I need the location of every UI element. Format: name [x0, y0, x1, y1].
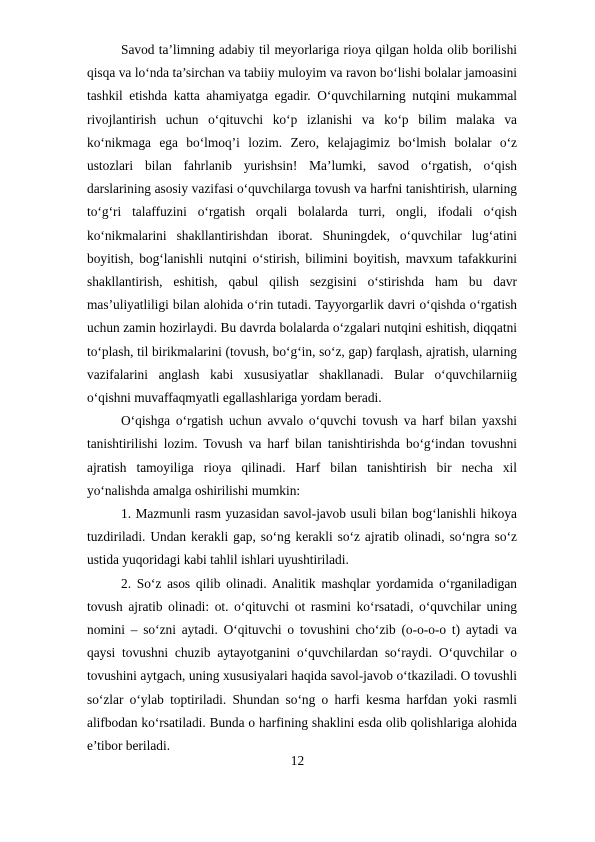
page-number: 12: [290, 753, 305, 768]
body-text: [87, 38, 517, 757]
paragraph-method-1: 1. Mazmunli rasm yuzasidan savol-javob usuli bilan bog‘lanishli hikoya tuzdiriladi. Undan kerakli gap, so‘ng kerakli so‘z ajratib olinadi, so‘ngra so‘z ustida yuqoridagi kabi tahlil ishlari uyushtiriladi.: [87, 506, 517, 568]
paragraph-intro: Savod ta’limning adabiy til meyorlariga rioya qilgan holda olib borilishi qisqa va lo‘nda ta’sirchan va tabiiy muloyim va ravon bo‘lishi bolalar jamoasini tashkil etishda katta ahamiyatga egadir. O‘quvchilarning nutqini mukammal rivojlantirish uchun o‘qituvchi ko‘p izlanishi va ko‘p bilim malaka va ko‘nikmaga ega bo‘lmoq’i lozim. Zero, kelajagimiz bo‘lmish bolalar o‘z ustozlari bilan fahrlanib yurishsin! Ma’lumki, savod o‘rgatish, o‘qish darslarining asosiy vazifasi o‘quvchilarga tovush va harfni tanishtirish, ularning to‘g‘ri talaffuzini o‘rgatish orqali bolalarda turri, ongli, ifodali o‘qish ko‘nikmalarini shakllantirishdan iborat. Shuningdek, o‘quvchilar lug‘atini boyitish, bog‘lanishli nutqini o‘stirish, bilimini boyitish, mavxum tafakkurini shakllantirish, eshitish, qabul qilish sezgisini o‘stirishda ham bu davr mas’uliyatliligi bilan alohida o‘rin tutadi. Tayyorgarlik davri o‘qishda o‘rgatish uchun zamin hozirlaydi. Bu davrda bolalarda o‘zgalari nutqini eshitish, diqqatni to‘plash, til birikmalarini (tovush, bo‘g‘in, so‘z, gap) farqlash, ajratish, ularning vazifalarini anglash kabi xususiyatlar shakllanadi. Bular o‘quvchilarniig o‘qishni muvaffaqmyatli egallashlariga yordam beradi.: [87, 42, 517, 406]
paragraph-letter-introduction: O‘qishga o‘rgatish uchun avvalo o‘quvchi tovush va harf bilan yaxshi tanishtirilishi lozim. Tovush va harf bilan tanishtirishda bo‘g‘indan tovushni ajratish tamoyiliga rioya qilinadi. Harf bilan tanishtirish bir necha xil yo‘nalishda amalga oshirilishi mumkin:: [87, 413, 517, 498]
paragraph-method-2: 2. So‘z asos qilib olinadi. Analitik mashqlar yordamida o‘rganiladigan tovush ajratib olinadi: ot. o‘qituvchi ot rasmini ko‘rsatadi, o‘quvchilar uning nomini – so‘zni aytadi. O‘qituvchi o tovushini cho‘zib (o-o-o-o t) aytadi va qaysi tovushni chuzib aytayotganini o‘quvchilardan so‘raydi. O‘quvchilar o tovushini aytgach, uning xususiyalari haqida savol-javob o‘tkaziladi. O tovushli so‘zlar o‘ylab toptiriladi. Shundan so‘ng o harfi kesma harfdan yoki rasmli alifbodan ko‘rsatiladi. Bunda o harfining shaklini esda olib qolishlariga alohida e’tibor beriladi.: [87, 575, 517, 754]
